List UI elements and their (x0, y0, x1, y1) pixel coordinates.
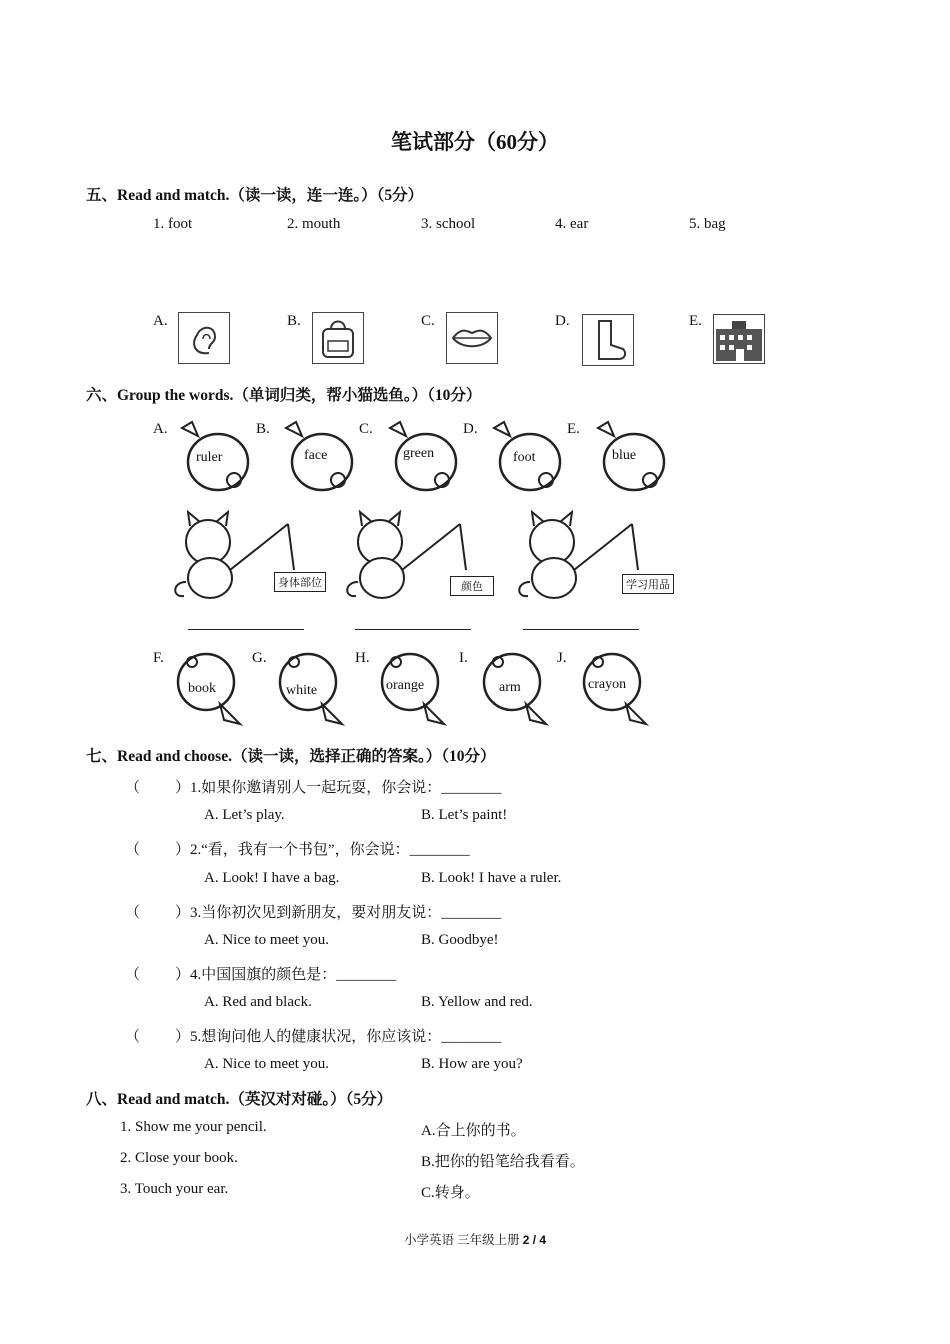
fish-letter: B. (256, 421, 270, 437)
answer-paren[interactable]: （ (125, 842, 141, 858)
option-b: B. Goodbye! (421, 932, 499, 948)
section5-heading: 五、Read and match.（读一读，连一连。）（5分） (86, 187, 424, 204)
match-left: 1. Show me your pencil. (120, 1119, 267, 1135)
fish-letter: H. (355, 650, 370, 666)
school-icon (713, 314, 765, 364)
answer-blank[interactable] (355, 628, 471, 630)
fish-letter: I. (459, 650, 468, 666)
mouth-icon (446, 312, 498, 364)
page-title: 笔试部分（60分） (391, 130, 559, 154)
picture-letter: B. (287, 313, 301, 329)
answer-paren[interactable]: （ (125, 905, 141, 921)
foot-icon (582, 314, 634, 366)
ear-icon (178, 312, 230, 364)
option-b: B. How are you? (421, 1056, 523, 1072)
fish-word: orange (386, 678, 425, 693)
word-item: 3. school (421, 216, 476, 232)
fish-letter: D. (463, 421, 478, 437)
page-footer (0, 1230, 950, 1248)
word-item: 1. foot (153, 216, 193, 232)
fish-letter: C. (359, 421, 373, 437)
fish-word: book (188, 681, 216, 696)
picture-letter: E. (689, 313, 702, 329)
bag-icon (312, 312, 364, 364)
fish-letter: J. (557, 650, 567, 666)
picture-letter: D. (555, 313, 570, 329)
cat-label: 身体部位 (274, 572, 326, 592)
option-a: A. Red and black. (204, 994, 312, 1010)
fish-word: white (286, 683, 318, 698)
cat-label: 学习用品 (622, 574, 674, 594)
fish-letter: A. (153, 421, 168, 437)
word-item: 4. ear (555, 216, 589, 232)
footer-text: 小学英语 三年级上册 (403, 1233, 523, 1247)
option-b: B. Yellow and red. (421, 994, 533, 1010)
word-item: 5. bag (689, 216, 726, 232)
section8-heading: 八、Read and match.（英汉对对碰。）（5分） (86, 1091, 393, 1108)
page-number: 2 / 4 (522, 1233, 547, 1247)
fish-word: arm (499, 680, 521, 695)
match-right: C.转身。 (421, 1185, 480, 1201)
match-left: 3. Touch your ear. (120, 1181, 229, 1197)
question-text: ）4.中国国旗的颜色是：________ (175, 967, 397, 983)
option-a: A. Nice to meet you. (204, 1056, 329, 1072)
answer-paren[interactable]: （ (125, 1029, 141, 1045)
cat-label: 颜色 (450, 576, 494, 596)
question-text: ）1.如果你邀请别人一起玩耍，你会说：________ (175, 780, 502, 796)
section6-heading: 六、Group the words.（单词归类，帮小猫选鱼。）（10分） (86, 387, 482, 404)
fish-word: crayon (588, 677, 627, 692)
option-b: B. Let’s paint! (421, 807, 508, 823)
fish-letter: E. (567, 421, 580, 437)
fish-letter: F. (153, 650, 164, 666)
question-text: ）5.想询问他人的健康状况，你应该说：________ (175, 1029, 502, 1045)
fish-word: foot (513, 450, 536, 465)
match-right: A.合上你的书。 (421, 1123, 526, 1139)
match-right: B.把你的铅笔给我看看。 (421, 1154, 585, 1170)
picture-letter: C. (421, 313, 435, 329)
fish-word: face (304, 448, 328, 463)
section7-heading: 七、Read and choose.（读一读，选择正确的答案。）（10分） (86, 748, 496, 765)
answer-blank[interactable] (523, 628, 639, 630)
fish-word: ruler (196, 450, 223, 465)
question-text: ）3.当你初次见到新朋友，要对朋友说：________ (175, 905, 502, 921)
answer-blank[interactable] (188, 628, 304, 630)
question-text: ）2.“看，我有一个书包”，你会说：________ (175, 842, 470, 858)
match-left: 2. Close your book. (120, 1150, 238, 1166)
fish-word: blue (612, 448, 637, 463)
option-b: B. Look! I have a ruler. (421, 870, 562, 886)
option-a: A. Nice to meet you. (204, 932, 329, 948)
fish-word: green (403, 446, 435, 461)
option-a: A. Let’s play. (204, 807, 285, 823)
answer-paren[interactable]: （ (125, 780, 141, 796)
answer-paren[interactable]: （ (125, 967, 141, 983)
option-a: A. Look! I have a bag. (204, 870, 340, 886)
picture-letter: A. (153, 313, 168, 329)
fish-letter: G. (252, 650, 267, 666)
word-item: 2. mouth (287, 216, 341, 232)
